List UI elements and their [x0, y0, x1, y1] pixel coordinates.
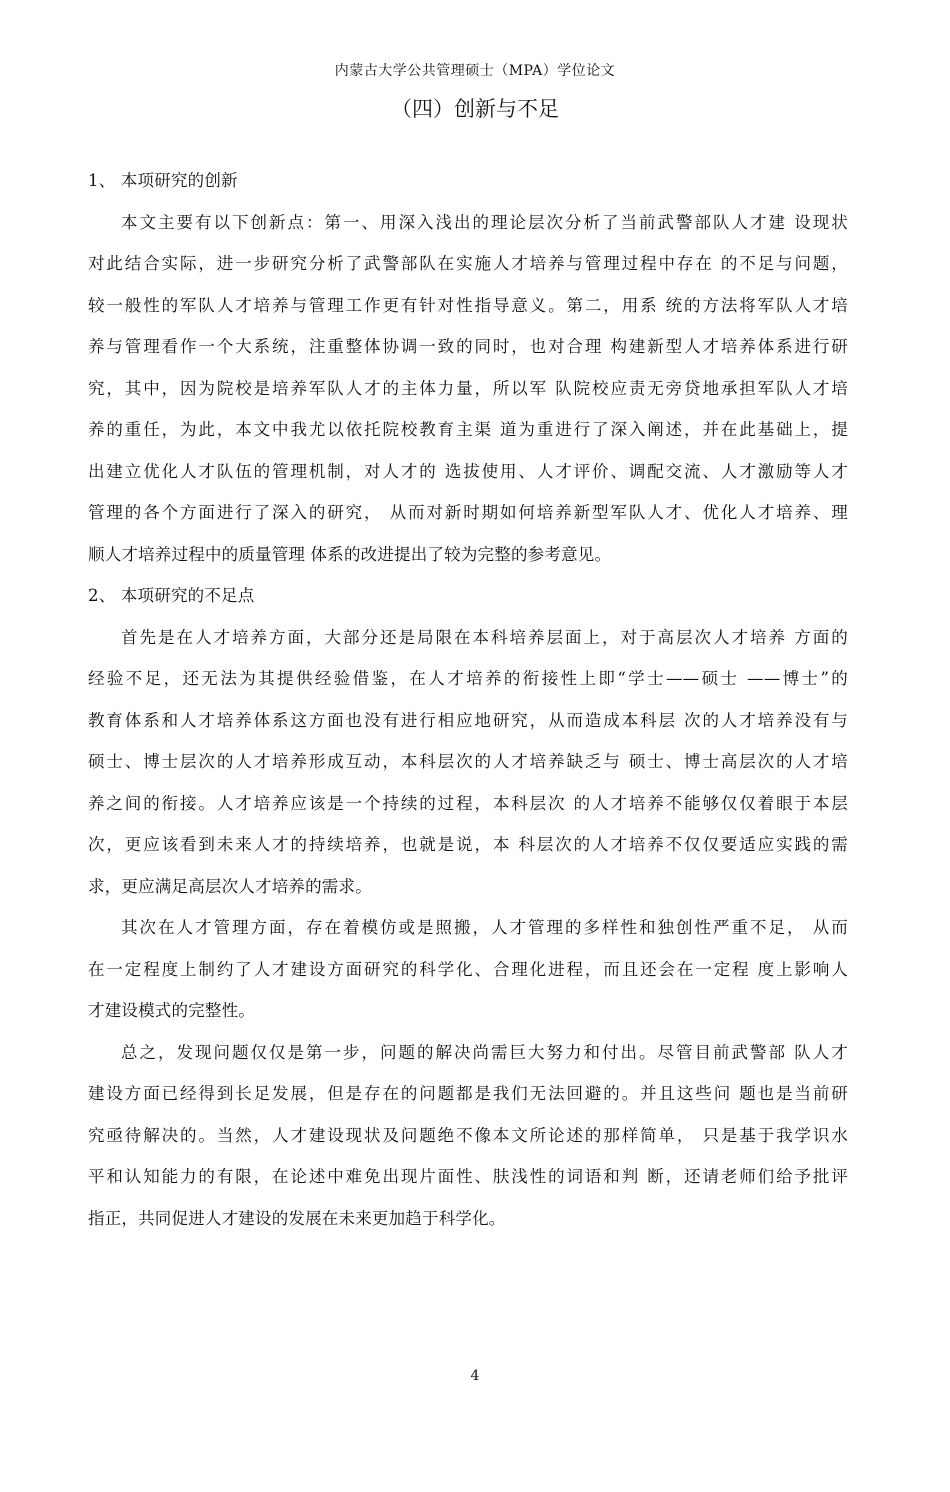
text-line: 究亟待解决的。当然，人才建设现状及问题绝不像本文所论述的那样简单， 只是基于我学识水 [88, 1125, 848, 1145]
text-line: 经验不足，还无法为其提供经验借鉴，在人才培养的衔接性上即“学士——硕士 ——博士”的 [88, 669, 848, 688]
text-line: 总之，发现问题仅仅是第一步，问题的解决尚需巨大努力和付出。尽管目前武警部 队人才 [121, 1042, 848, 1062]
text-line: 2、 本项研究的不足点 [88, 586, 255, 605]
text-line: 在一定程度上制约了人才建设方面研究的科学化、合理化进程，而且还会在一定程 度上影响人 [88, 959, 848, 979]
text-line: 次，更应该看到未来人才的持续培养，也就是说，本 科层次的人才培养不仅仅要适应实践的需 [88, 835, 848, 854]
text-line: 教育体系和人才培养体系这方面也没有进行相应地研究，从而造成本科层 次的人才培养没有与 [88, 710, 848, 730]
text-line: 养之间的衔接。人才培养应该是一个持续的过程，本科层次 的人才培养不能够仅仅着眼于本层 [88, 793, 848, 813]
text-line: 其次在人才管理方面，存在着模仿或是照搬，人才管理的多样性和独创性严重不足， 从而 [121, 918, 848, 937]
text-line: 才建设模式的完整性。 [88, 1001, 255, 1020]
text-line: 首先是在人才培养方面，大部分还是局限在本科培养层面上，对于高层次人才培养 方面的 [121, 627, 848, 647]
text-line: 平和认知能力的有限，在论述中难免出现片面性、肤浅性的词语和判 断，还请老师们给予批评 [88, 1167, 848, 1186]
body-text [88, 160, 848, 1239]
text-line: 本文主要有以下创新点：第一、用深入浅出的理论层次分析了当前武警部队人才建 设现状 [121, 212, 848, 232]
running-header: 内蒙古大学公共管理硕士（MPA）学位论文 [334, 63, 616, 79]
page-number: 4 [470, 1368, 480, 1384]
text-line: 出建立优化人才队伍的管理机制，对人才的 选拔使用、人才评价、调配交流、人才激励等人才 [88, 461, 848, 481]
text-line: 养的重任，为此，本文中我尤以依托院校教育主渠 道为重进行了深入阐述，并在此基础上，提 [88, 420, 848, 439]
text-line: 对此结合实际，进一步研究分析了武警部队在实施人才培养与管理过程中存在 的不足与问题， [88, 254, 848, 273]
text-line: 管理的各个方面进行了深入的研究， 从而对新时期如何培养新型军队人才、优化人才培养、理 [88, 503, 848, 522]
text-line: 建设方面已经得到长足发展，但是存在的问题都是我们无法回避的。并且这些问 题也是当前研 [88, 1084, 848, 1103]
text-line: 较一般性的军队人才培养与管理工作更有针对性指导意义。第二，用系 统的方法将军队人才培 [88, 295, 848, 315]
text-line: 顺人才培养过程中的质量管理 体系的改进提出了较为完整的参考意见。 [88, 544, 612, 564]
text-line: 硕士、博士层次的人才培养形成互动，本科层次的人才培养缺乏与 硕士、博士高层次的人才培 [88, 752, 848, 771]
text-line: 养与管理看作一个大系统，注重整体协调一致的同时，也对合理 构建新型人才培养体系进行研 [88, 337, 848, 356]
section-title: （四）创新与不足 [391, 97, 559, 121]
text-line: 究，其中，因为院校是培养军队人才的主体力量，所以军 队院校应责无旁贷地承担军队人才培 [88, 378, 848, 398]
text-line: 1、 本项研究的创新 [88, 171, 238, 190]
text-line: 求，更应满足高层次人才培养的需求。 [88, 876, 372, 896]
text-line: 指正，共同促进人才建设的发展在未来更加趋于科学化。 [88, 1208, 506, 1228]
